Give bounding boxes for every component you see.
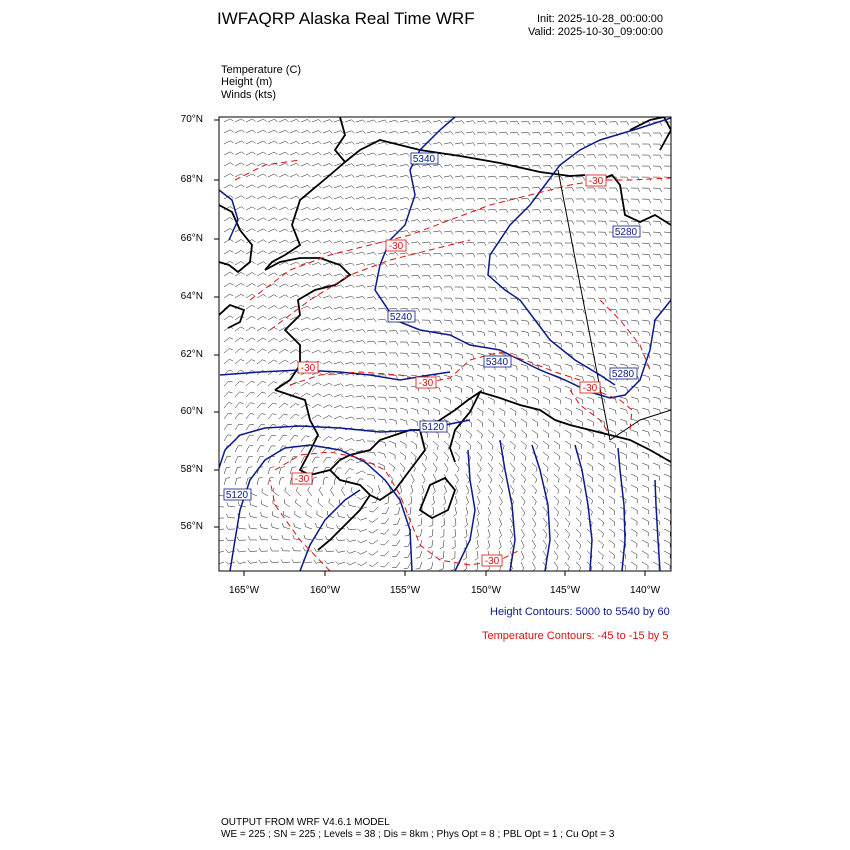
height-contour-f — [300, 490, 360, 571]
temperature-label: -30 — [388, 241, 404, 252]
height-contour-g — [455, 450, 475, 571]
lon-label: 155°W — [389, 585, 421, 596]
height-label: 5280 — [614, 227, 638, 238]
height-contour-labels — [224, 153, 640, 501]
temperature-contours-legend: Temperature Contours: -45 to -15 by 5 — [482, 630, 669, 642]
height-contours-legend: Height Contours: 5000 to 5540 by 60 — [490, 606, 670, 618]
wind-barb-field — [215, 119, 673, 572]
coastline-arctic — [335, 117, 585, 176]
height-label: 5120 — [421, 422, 445, 433]
height-contour-k — [618, 448, 625, 571]
lat-label: 62°N — [180, 349, 203, 360]
coastline-gulf — [480, 392, 671, 462]
model-config: WE = 225 ; SN = 225 ; Levels = 38 ; Dis = 8km ; Phys Opt = 8 ; PBL Opt = 1 ; Cu Opt = 3 — [221, 829, 615, 840]
field-label-temperature: Temperature (C) — [221, 64, 302, 76]
valid-time: Valid: 2025-10-30_09:00:00 — [528, 26, 663, 38]
height-label: 5120 — [225, 490, 249, 501]
lat-label: 64°N — [180, 291, 203, 302]
lon-label: 140°W — [629, 585, 661, 596]
lat-label: 70°N — [180, 114, 203, 125]
model-info: OUTPUT FROM WRF V4.6.1 MODEL — [221, 817, 390, 828]
temperature-label: -30 — [588, 176, 604, 187]
lon-label: 145°W — [549, 585, 581, 596]
lat-label: 66°N — [180, 233, 203, 244]
lon-label: 160°W — [309, 585, 341, 596]
temp-contour-a — [250, 178, 671, 300]
temp-contour-h — [600, 300, 650, 370]
temperature-label: -30 — [484, 556, 500, 567]
temp-contour-d — [275, 452, 520, 565]
lon-label: 150°W — [470, 585, 502, 596]
height-label: 5340 — [412, 154, 436, 165]
temperature-label: -30 — [582, 383, 598, 394]
field-label-height: Height (m) — [221, 76, 273, 88]
height-label: 5340 — [485, 357, 509, 368]
height-contour-b — [485, 118, 671, 385]
field-label-winds: Winds (kts) — [221, 89, 276, 101]
coastline-bristol — [318, 470, 370, 550]
height-contour-l — [655, 480, 660, 571]
border-bc — [610, 410, 671, 440]
border-alaska-canada — [558, 170, 610, 440]
height-contour-m — [219, 190, 238, 240]
political-borders — [558, 170, 671, 440]
lat-label: 58°N — [180, 464, 203, 475]
temperature-label: -30 — [418, 378, 434, 389]
lon-label: 165°W — [228, 585, 260, 596]
height-label: 5280 — [611, 369, 635, 380]
lat-label: 60°N — [180, 406, 203, 417]
height-label: 5240 — [389, 312, 413, 323]
page-title: IWFAQRP Alaska Real Time WRF — [217, 9, 475, 28]
coastline-bering — [275, 390, 420, 475]
height-contour-i — [532, 445, 550, 571]
axis-ticks — [214, 120, 645, 576]
lat-label: 68°N — [180, 174, 203, 185]
lat-label: 56°N — [180, 521, 203, 532]
temperature-label: -30 — [300, 363, 316, 374]
height-contour-h — [500, 440, 515, 571]
coastline-siberia — [219, 205, 252, 272]
wind-barbs — [215, 119, 673, 572]
coastline-kodiak — [420, 478, 455, 518]
temperature-label: -30 — [294, 474, 310, 485]
height-contour-e — [230, 445, 412, 571]
init-time: Init: 2025-10-28_00:00:00 — [537, 13, 663, 25]
